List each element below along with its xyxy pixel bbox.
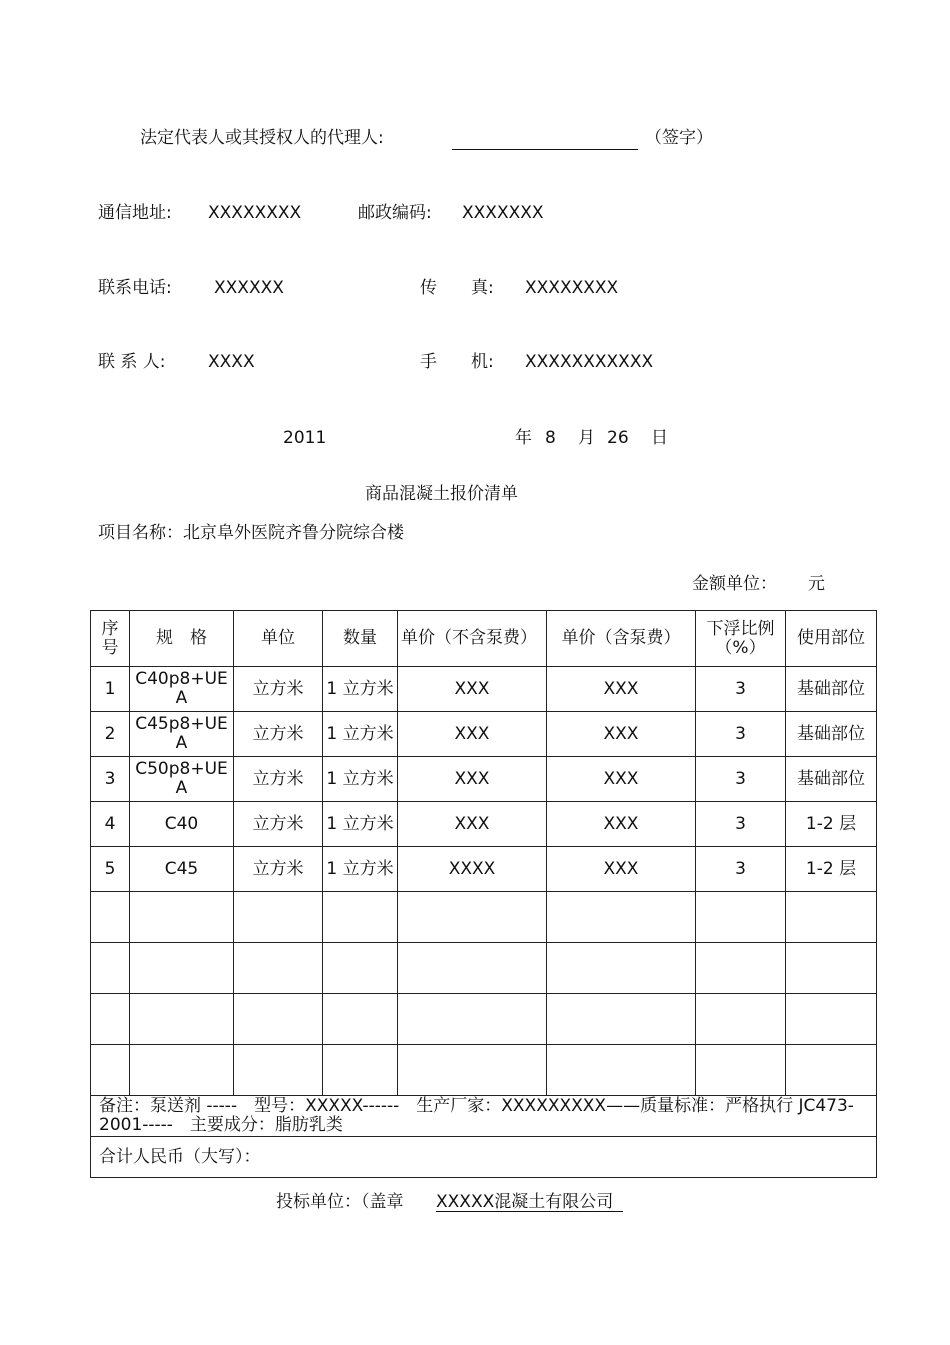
cell-price-no-pump: XXX	[398, 757, 547, 802]
cell-spec: C45p8+UEA	[130, 712, 234, 757]
table-row	[91, 802, 877, 847]
cell-quantity: 1 立方米	[323, 667, 398, 712]
cell-discount: 3	[696, 757, 786, 802]
table-row	[91, 667, 877, 712]
cell-unit: 立方米	[234, 802, 323, 847]
fax-value: XXXXXXXX	[525, 278, 619, 298]
signature-suffix: （签字）	[645, 128, 713, 148]
cell-usage: 基础部位	[786, 667, 877, 712]
cell-discount: 3	[696, 667, 786, 712]
postcode-label: 邮政编码:	[358, 203, 432, 223]
cell-price-with-pump: XXX	[547, 712, 696, 757]
address-value: XXXXXXXX	[208, 203, 302, 223]
cell-index: 2	[91, 712, 130, 757]
fax-label: 传 真:	[420, 278, 494, 298]
header-price-no-pump: 单价（不含泵费）	[398, 611, 547, 667]
doc-title: 商品混凝土报价清单	[365, 484, 518, 504]
bidder-company: XXXXX混凝土有限公司	[436, 1194, 623, 1212]
contact-person-label: 联 系 人:	[98, 352, 166, 372]
cell-price-no-pump: XXX	[398, 712, 547, 757]
cell-unit: 立方米	[234, 757, 323, 802]
header-unit: 单位	[234, 611, 323, 667]
header-usage: 使用部位	[786, 611, 877, 667]
cell-price-no-pump: XXX	[398, 667, 547, 712]
header-price-with-pump: 单价（含泵费）	[547, 611, 696, 667]
cell-price-with-pump: XXX	[547, 757, 696, 802]
cell-discount: 3	[696, 712, 786, 757]
phone-label: 联系电话:	[98, 278, 172, 298]
cell-index: 1	[91, 667, 130, 712]
cell-index: 3	[91, 757, 130, 802]
signature-label: 法定代表人或其授权人的代理人:	[140, 128, 384, 148]
cell-quantity: 1 立方米	[323, 802, 398, 847]
date-month-unit: 月	[578, 428, 595, 448]
cell-quantity: 1 立方米	[323, 757, 398, 802]
empty-row	[91, 892, 877, 943]
cell-spec: C40p8+UEA	[130, 667, 234, 712]
date-year-unit: 年	[515, 428, 532, 448]
bidder-label: 投标单位：（盖章	[276, 1192, 404, 1212]
date-day: 26	[607, 428, 629, 448]
total-row	[91, 1137, 877, 1178]
cell-spec: C40	[130, 802, 234, 847]
table-row	[91, 847, 877, 892]
cell-usage: 1-2 层	[786, 847, 877, 892]
cell-unit: 立方米	[234, 712, 323, 757]
cell-index: 4	[91, 802, 130, 847]
phone-value: XXXXXX	[214, 278, 284, 298]
project-name: 项目名称：北京阜外医院齐鲁分院综合楼	[98, 523, 404, 543]
header-index: 序号	[91, 611, 130, 667]
cell-price-with-pump: XXX	[547, 847, 696, 892]
cell-unit: 立方米	[234, 847, 323, 892]
header-spec: 规 格	[130, 611, 234, 667]
cell-unit: 立方米	[234, 667, 323, 712]
cell-usage: 基础部位	[786, 757, 877, 802]
table-header-row	[91, 611, 877, 667]
date-year: 2011	[283, 428, 327, 448]
cell-price-with-pump: XXX	[547, 667, 696, 712]
currency-value: 元	[808, 574, 825, 594]
cell-discount: 3	[696, 802, 786, 847]
table-row	[91, 712, 877, 757]
empty-row	[91, 943, 877, 994]
cell-usage: 1-2 层	[786, 802, 877, 847]
table-row	[91, 757, 877, 802]
date-day-unit: 日	[651, 428, 668, 448]
cell-quantity: 1 立方米	[323, 712, 398, 757]
postcode-value: XXXXXXX	[462, 203, 544, 223]
mobile-value: XXXXXXXXXXX	[525, 352, 654, 372]
currency-label: 金额单位：	[692, 574, 777, 594]
header-quantity: 数量	[323, 611, 398, 667]
date-month: 8	[545, 428, 556, 448]
cell-price-no-pump: XXXX	[398, 847, 547, 892]
signature-line	[452, 149, 638, 150]
cell-spec: C45	[130, 847, 234, 892]
empty-row	[91, 1045, 877, 1096]
cell-index: 5	[91, 847, 130, 892]
note-row	[91, 1096, 877, 1137]
quote-table	[90, 610, 877, 1178]
header-discount: 下浮比例（%）	[696, 611, 786, 667]
cell-price-no-pump: XXX	[398, 802, 547, 847]
cell-spec: C50p8+UEA	[130, 757, 234, 802]
address-label: 通信地址:	[98, 203, 172, 223]
contact-person-value: XXXX	[208, 352, 255, 372]
mobile-label: 手 机:	[420, 352, 494, 372]
cell-usage: 基础部位	[786, 712, 877, 757]
total-amount-label: 合计人民币（大写）：	[91, 1137, 877, 1178]
remarks-text: 备注：泵送剂 ----- 型号：XXXXX------ 生产厂家：XXXXXXXXX——质量标准：严格执行 JC473-2001----- 主要成分：脂肪乳类	[91, 1096, 877, 1137]
empty-row	[91, 994, 877, 1045]
cell-discount: 3	[696, 847, 786, 892]
cell-price-with-pump: XXX	[547, 802, 696, 847]
cell-quantity: 1 立方米	[323, 847, 398, 892]
